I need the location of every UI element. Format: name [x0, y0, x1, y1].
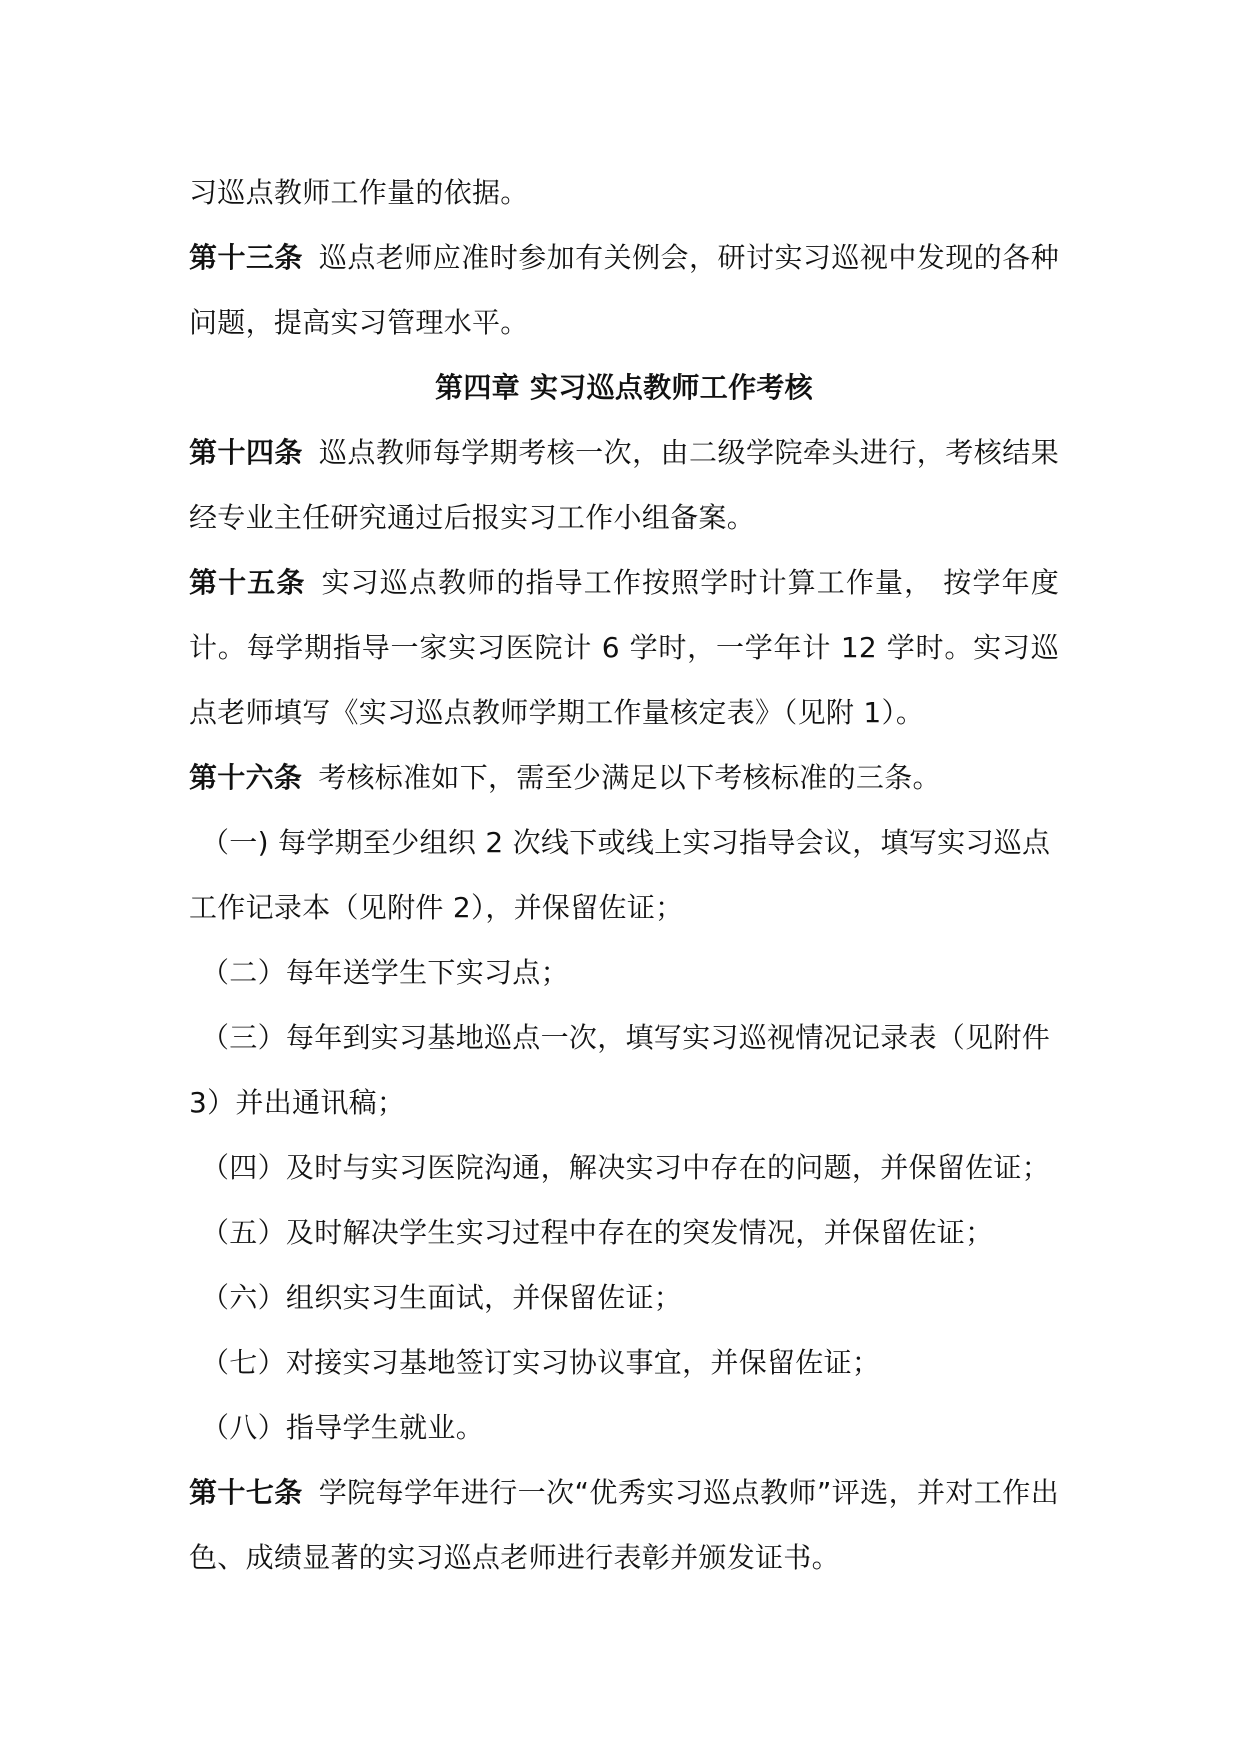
- document-body: [189, 160, 1059, 1590]
- article-15: [189, 550, 1059, 745]
- article-16: [189, 745, 1059, 810]
- article-16-item-2: （二）每年送学生下实习点；: [201, 956, 569, 989]
- article-13-text: 巡点老师应准时参加有关例会，研讨实习巡视中发现的各种问题，提高实习管理水平。: [189, 241, 1059, 339]
- article-14-label: 第十四条: [189, 436, 303, 469]
- continuation-paragraph: 习巡点教师工作量的依据。: [189, 176, 529, 209]
- article-16-item-3: （三）每年到实习基地巡点一次，填写实习巡视情况记录表（见附件: [201, 1021, 1051, 1054]
- article-15-label: 第十五条: [189, 566, 306, 599]
- chapter-4-heading: 第四章 实习巡点教师工作考核: [435, 371, 813, 404]
- article-13: [189, 225, 1059, 355]
- article-16-text: 考核标准如下，需至少满足以下考核标准的三条。: [318, 761, 941, 794]
- article-16-item-1-continuation: 工作记录本（见附件 2），并保留佐证；: [189, 891, 684, 924]
- article-17-label: 第十七条: [189, 1476, 303, 1509]
- article-16-item-1: （一) 每学期至少组织 2 次线下或线上实习指导会议，填写实习巡点: [201, 826, 1051, 859]
- article-14-text: 巡点教师每学期考核一次，由二级学院牵头进行，考核结果经专业主任研究通过后报实习工作小组备案。: [189, 436, 1059, 534]
- article-16-item-3-continuation: 3）并出通讯稿；: [189, 1086, 406, 1119]
- article-16-item-6: （六）组织实习生面试，并保留佐证；: [201, 1281, 683, 1314]
- article-16-item-5: （五）及时解决学生实习过程中存在的突发情况，并保留佐证；: [201, 1216, 994, 1249]
- article-16-item-8: （八）指导学生就业。: [201, 1411, 485, 1444]
- article-17: [189, 1460, 1059, 1590]
- article-16-item-7: （七）对接实习基地签订实习协议事宜，并保留佐证；: [201, 1346, 881, 1379]
- article-14: [189, 420, 1059, 550]
- article-15-text: 实习巡点教师的指导工作按照学时计算工作量， 按学年度计。每学期指导一家实习医院计 6 学时，一学年计 12 学时。实习巡点老师填写《实习巡点教师学期工作量核定表》（见附 1）。: [189, 566, 1060, 729]
- article-17-text: 学院每学年进行一次“优秀实习巡点教师”评选，并对工作出色、成绩显著的实习巡点老师进行表彰并颁发证书。: [189, 1476, 1059, 1574]
- article-16-item-4: （四）及时与实习医院沟通，解决实习中存在的问题，并保留佐证；: [201, 1151, 1051, 1184]
- article-13-label: 第十三条: [189, 241, 303, 274]
- article-16-label: 第十六条: [189, 761, 303, 794]
